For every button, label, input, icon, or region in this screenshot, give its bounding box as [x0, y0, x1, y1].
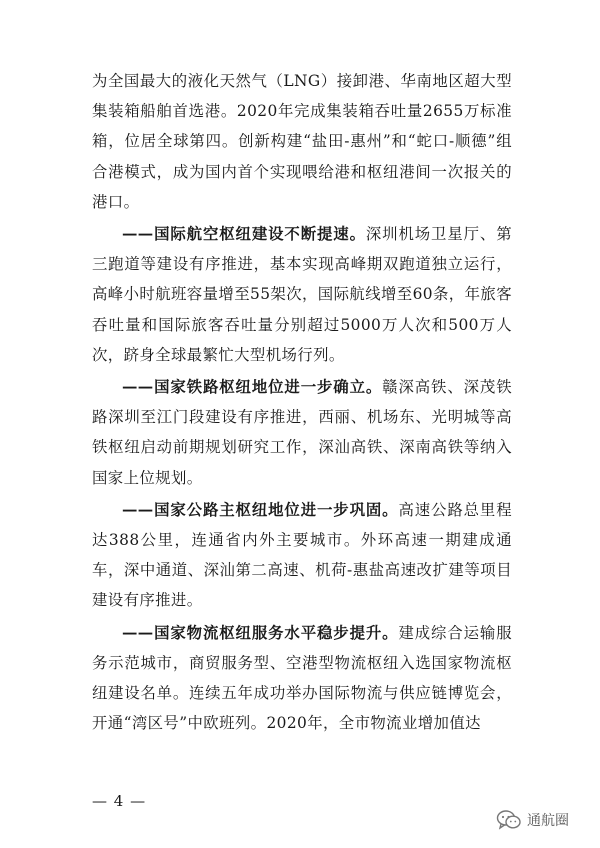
- body-text: [92, 66, 512, 740]
- wechat-icon: [496, 809, 522, 831]
- highway-lead: ——国家公路主枢纽地位进一步巩固。: [122, 500, 399, 519]
- wechat-watermark: [496, 808, 569, 832]
- paragraph-port-text: 为全国最大的液化天然气（LNG）接卸港、华南地区超大型集装箱船舶首选港。2020年完成集装箱吞吐量2655万标准箱，位居全球第四。创新构建“盐田-惠州”和“蛇口-顺德”组合港模式，成为国内首个实现喂给港和枢纽港间一次报关的港口。: [92, 72, 512, 211]
- railway-lead: ——国家铁路枢纽地位进一步确立。: [122, 378, 383, 397]
- logistics-text: 建成综合运输服务示范城市，商贸服务型、空港型物流枢纽入选国家物流枢纽建设名单。连续五年成功举办国际物流与供应链博览会，开通“湾区号”中欧班列。2020年，全市物流业增加值达: [92, 623, 512, 733]
- logistics-lead: ——国家物流枢纽服务水平稳步提升。: [122, 623, 399, 642]
- aviation-text: 深圳机场卫星厅、第三跑道等建设有序推进，基本实现高峰期双跑道独立运行，高峰小时航班容量增至55架次，国际航线增至60条，年旅客吞吐量和国际旅客吞吐量分别超过5000万人次和500万人次，跻身全球最繁忙大型机场行列。: [92, 225, 512, 364]
- paragraph-logistics: [92, 618, 512, 739]
- watermark-label: 通航圈: [527, 813, 569, 829]
- paragraph-aviation: [92, 219, 512, 370]
- paragraph-port: [92, 66, 512, 217]
- paragraph-highway: [92, 495, 512, 616]
- highway-text: 高速公路总里程达388公里，连通省内外主要城市。外环高速一期建成通车，深中通道、深汕第二高速、机荷-惠盐高速改扩建等项目建设有序推进。: [92, 500, 512, 610]
- paragraph-railway: [92, 372, 512, 493]
- aviation-lead: ——国际航空枢纽建设不断提速。: [122, 225, 366, 244]
- page-number: — 4 —: [92, 792, 147, 810]
- railway-text: 赣深高铁、深茂铁路深圳至江门段建设有序推进，西丽、机场东、光明城等高铁枢纽启动前期规划研究工作，深汕高铁、深南高铁等纳入国家上位规划。: [92, 378, 513, 487]
